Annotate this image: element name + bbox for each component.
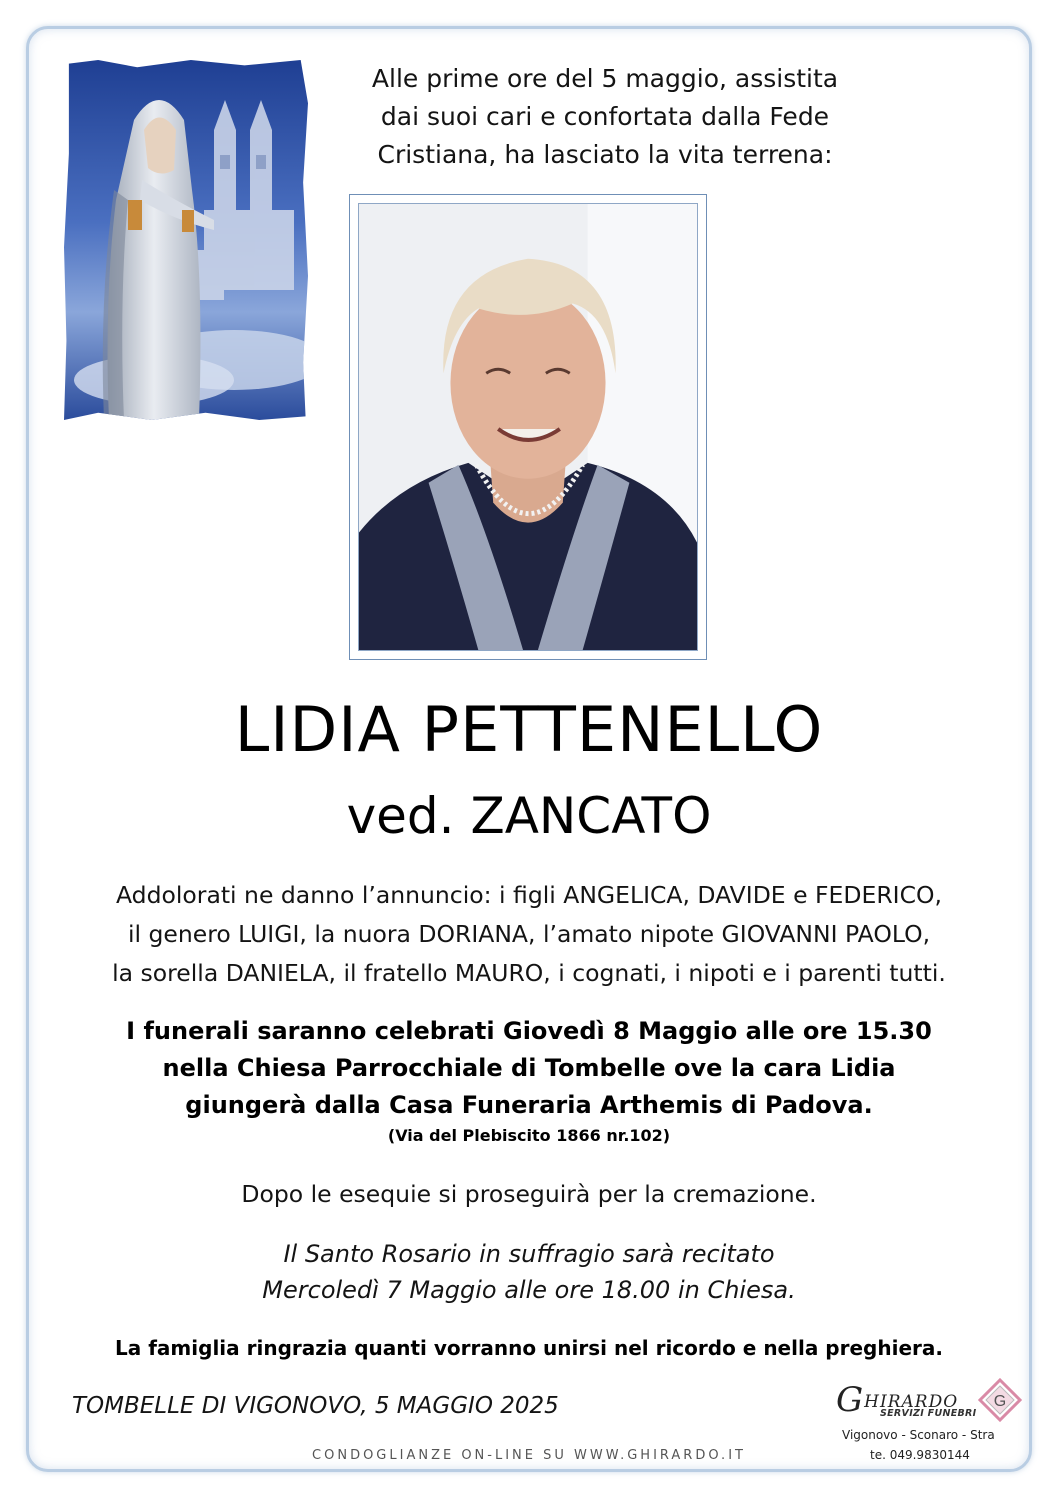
company-name-rest: HIRARDO bbox=[864, 1392, 959, 1412]
rosary-line: Il Santo Rosario in suffragio sarà recitato bbox=[283, 1240, 775, 1268]
portrait-frame bbox=[349, 194, 707, 660]
funeral-address: (Via del Plebiscito 1866 nr.102) bbox=[387, 1126, 671, 1145]
funeral-line: I funerali saranno celebrati Giovedì 8 Maggio alle ore 15.30 bbox=[126, 1017, 932, 1045]
intro-text bbox=[330, 60, 880, 174]
intro-line: Cristiana, ha lasciato la vita terrena: bbox=[377, 140, 833, 169]
funeral-line: nella Chiesa Parrocchiale di Tombelle ove la cara Lidia bbox=[162, 1054, 896, 1082]
thanks-text: La famiglia ringrazia quanti vorranno unirsi nel ricordo e nella preghiera. bbox=[115, 1336, 943, 1360]
rosary-line: Mercoledì 7 Maggio alle ore 18.00 in Chiesa. bbox=[262, 1276, 796, 1304]
announcement-line: il genero LUIGI, la nuora DORIANA, l’amato nipote GIOVANNI PAOLO, bbox=[127, 920, 931, 948]
company-tagline: SERVIZI FUNEBRI bbox=[880, 1408, 977, 1419]
madonna-image bbox=[64, 60, 308, 420]
announcement-line: la sorella DANIELA, il fratello MAURO, i cognati, i nipoti e i parenti tutti. bbox=[112, 959, 946, 987]
funeral-line: giungerà dalla Casa Funeraria Arthemis di Padova. bbox=[185, 1091, 873, 1119]
rosary-notice bbox=[0, 1236, 1058, 1308]
funeral-details bbox=[60, 1013, 998, 1124]
intro-line: dai suoi cari e confortata dalla Fede bbox=[380, 102, 830, 131]
condolences-link[interactable]: CONDOGLIANZE ON-LINE SU WWW.GHIRARDO.IT bbox=[312, 1448, 746, 1463]
deceased-name: LIDIA PETTENELLO bbox=[234, 693, 824, 766]
place-date: TOMBELLE DI VIGONOVO, 5 MAGGIO 2025 bbox=[72, 1393, 559, 1419]
company-mark-letter: G bbox=[993, 1393, 1007, 1410]
company-mark-icon bbox=[978, 1378, 1022, 1422]
company-initial: G bbox=[836, 1380, 865, 1420]
married-name: ved. ZANCATO bbox=[346, 787, 712, 845]
cremation-note: Dopo le esequie si proseguirà per la cremazione. bbox=[241, 1180, 817, 1208]
company-phone: te. 049.9830144 bbox=[870, 1448, 970, 1462]
intro-line: Alle prime ore del 5 maggio, assistita bbox=[371, 64, 839, 93]
portrait-photo bbox=[358, 203, 698, 651]
announcement-line: Addolorati ne danno l’annuncio: i figli ANGELICA, DAVIDE e FEDERICO, bbox=[116, 881, 942, 909]
announcement-text bbox=[50, 876, 1008, 993]
company-towns: Vigonovo - Sconaro - Stra bbox=[842, 1428, 995, 1442]
